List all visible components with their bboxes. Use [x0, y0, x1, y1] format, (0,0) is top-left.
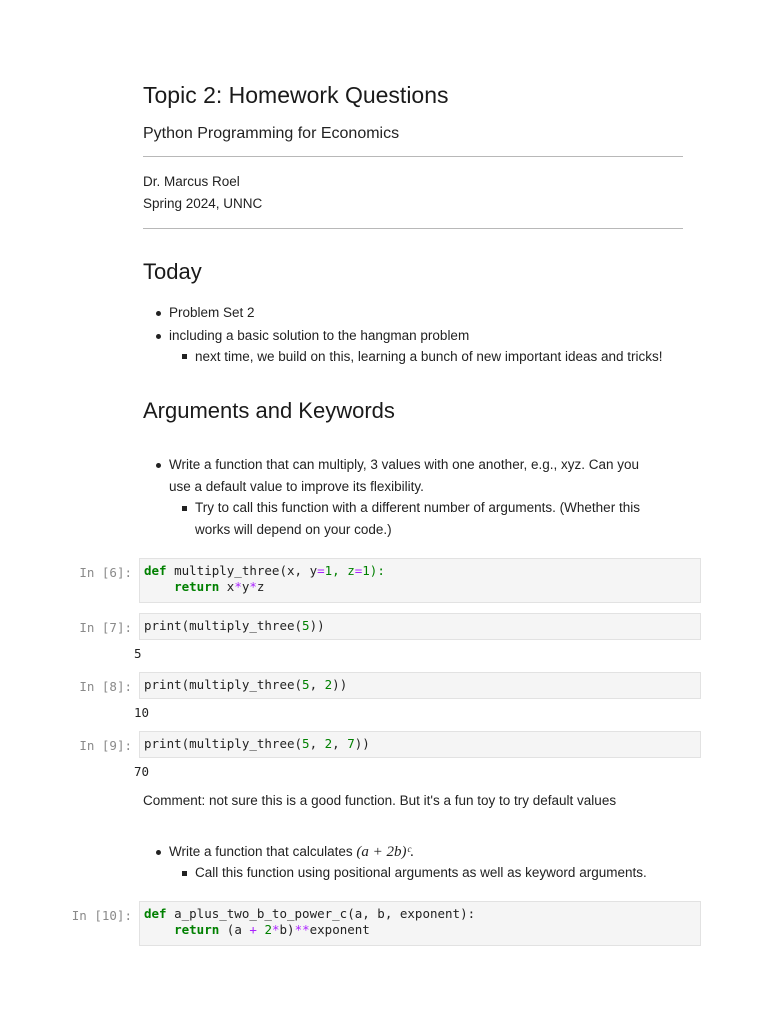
cell-prompt: In [10]:: [71, 908, 132, 923]
list-item: including a basic solution to the hangman problem: [169, 328, 470, 343]
cell-prompt: In [9]:: [79, 738, 132, 753]
math-expression: (a + 2b)ᶜ.: [356, 844, 415, 860]
term: Spring 2024, UNNC: [143, 196, 263, 211]
square-bullet-icon: [182, 506, 187, 511]
comment-text: Comment: not sure this is a good function. But it's a fun toy to try default values: [143, 793, 617, 808]
code-cell[interactable]: [139, 558, 701, 603]
question-line: use a default value to improve its flexibility.: [169, 479, 424, 494]
square-bullet-icon: [182, 354, 187, 359]
code-block[interactable]: print(multiply_three(5, 2, 7)): [144, 736, 370, 751]
code-block[interactable]: def multiply_three(x, y=1, z=1): return x*y*z: [144, 563, 385, 594]
code-block[interactable]: def a_plus_two_b_to_power_c(a, b, exponent): return (a + 2*b)**exponent: [144, 906, 476, 937]
code-cell[interactable]: [139, 613, 701, 640]
bullet-icon: [156, 311, 161, 316]
author: Dr. Marcus Roel: [143, 174, 240, 189]
list-item: Problem Set 2: [169, 305, 255, 320]
list-subitem: next time, we build on this, learning a bunch of new important ideas and tricks!: [195, 349, 663, 364]
cell-prompt: In [7]:: [79, 620, 132, 635]
code-cell[interactable]: [139, 672, 701, 699]
code-cell[interactable]: [139, 901, 701, 946]
section-heading-arguments: Arguments and Keywords: [143, 398, 395, 423]
question-subline: works will depend on your code.): [195, 522, 392, 537]
cell-prompt: In [6]:: [79, 565, 132, 580]
question-subline: Call this function using positional arguments as well as keyword arguments.: [195, 865, 647, 880]
bullet-icon: [156, 334, 161, 339]
square-bullet-icon: [182, 871, 187, 876]
divider: [143, 228, 683, 229]
cell-prompt: In [8]:: [79, 679, 132, 694]
cell-output: 70: [134, 764, 150, 779]
section-heading-today: Today: [143, 259, 202, 284]
bullet-icon: [156, 463, 161, 468]
code-cell[interactable]: [139, 731, 701, 758]
cell-output: 10: [134, 705, 150, 720]
cell-output: 5: [134, 646, 142, 661]
page-title: Topic 2: Homework Questions: [143, 82, 449, 108]
question-subline: Try to call this function with a different number of arguments. (Whether this: [195, 500, 640, 515]
divider: [143, 156, 683, 157]
page-subtitle: Python Programming for Economics: [143, 125, 400, 142]
question-line: Write a function that can multiply, 3 values with one another, e.g., xyz. Can you: [169, 457, 640, 472]
code-block[interactable]: print(multiply_three(5, 2)): [144, 677, 348, 692]
question-line: Write a function that calculates (a + 2b)ᶜ.: [169, 844, 415, 860]
bullet-icon: [156, 850, 161, 855]
code-block[interactable]: print(multiply_three(5)): [144, 618, 325, 633]
